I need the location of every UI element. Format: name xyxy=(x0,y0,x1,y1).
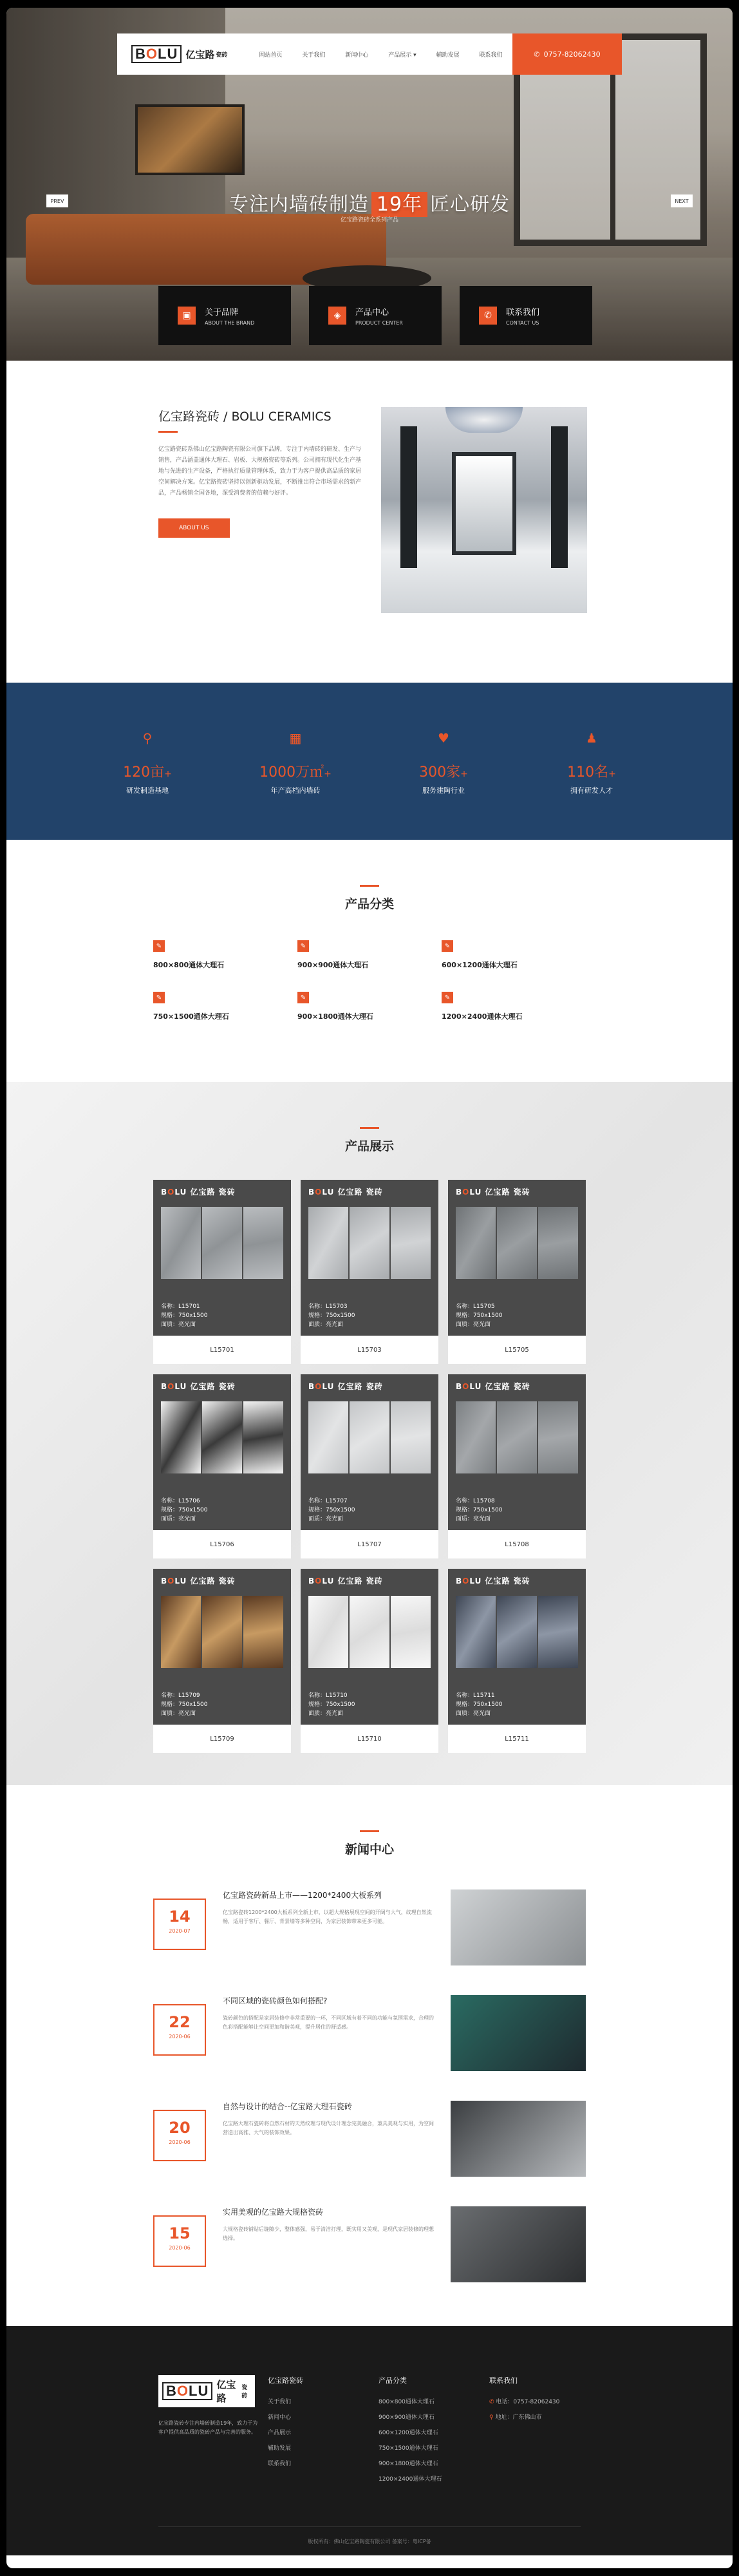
tile-image xyxy=(456,1401,578,1473)
footer-link[interactable]: 800×800通体大理石 xyxy=(379,2399,435,2405)
news-summary: 亿宝路瓷砖1200*2400大板系列全新上市，以超大规格展现空间的开阔与大气，纹理自然流畅，适用于客厅、餐厅、背景墙等多种空间，为家居装饰带来更多可能。 xyxy=(223,1909,432,1924)
location-icon: ⚲ xyxy=(142,730,153,746)
header-phone[interactable]: ✆ 0757-82062430 xyxy=(512,33,622,75)
nav-contact[interactable]: 联系我们 xyxy=(479,52,503,59)
product-spec: 名称：L15710 规格：750x1500 面质：亮光面 xyxy=(308,1692,355,1717)
edit-icon: ✎ xyxy=(153,940,165,952)
tile-image xyxy=(161,1401,283,1473)
card-brand: BOLU 亿宝路 瓷砖 xyxy=(456,1577,530,1586)
card-brand: BOLU 亿宝路 瓷砖 xyxy=(161,1577,236,1586)
news-headline[interactable]: 亿宝路瓷砖新品上市——1200*2400大板系列 xyxy=(223,1891,382,1900)
news-thumbnail[interactable] xyxy=(451,1889,586,1965)
product-icon: ◈ xyxy=(328,307,346,325)
product-spec: 名称：L15705 规格：750x1500 面质：亮光面 xyxy=(456,1303,503,1328)
nav-home[interactable]: 网站首页 xyxy=(259,52,283,59)
product-categories xyxy=(6,840,733,1082)
news-date: 15 2020-06 xyxy=(153,2215,206,2267)
footer-link[interactable]: 750×1500通体大理石 xyxy=(379,2445,438,2452)
card-brand: BOLU 亿宝路 瓷砖 xyxy=(308,1577,383,1586)
card-brand: BOLU 亿宝路 瓷砖 xyxy=(161,1188,236,1197)
product-card[interactable] xyxy=(153,1180,291,1364)
tile-image xyxy=(308,1401,431,1473)
product-card[interactable] xyxy=(301,1569,438,1753)
news-headline[interactable]: 自然与设计的结合--亿宝路大理石瓷砖 xyxy=(223,2102,352,2111)
about-section xyxy=(6,361,733,683)
product-code: L15705 xyxy=(505,1346,529,1354)
tile-image xyxy=(161,1596,283,1668)
product-grid xyxy=(153,1180,586,1753)
about-text: 亿宝路瓷砖系佛山亿宝路陶瓷有限公司旗下品牌，专注于内墙砖的研发、生产与销售，产品涵盖通体大理石、岩板、大规格瓷砖等系列。公司拥有现代化生产基地与先进的生产设备，严格执行质量管理体系，致力于为客户提供高品质的家居空间解决方案。亿宝路瓷砖坚持以创新驱动发展，不断推出符合市场需求的新产品，产品畅销全国各地，深受消费者的信赖与好评。 xyxy=(158,446,362,497)
product-card[interactable] xyxy=(448,1374,586,1558)
logo-mark: BOLU xyxy=(131,45,182,63)
product-spec: 名称：L15706 规格：750x1500 面质：亮光面 xyxy=(161,1498,208,1522)
news-item[interactable] xyxy=(153,1995,586,2101)
card-brand: BOLU 亿宝路 瓷砖 xyxy=(308,1188,383,1197)
nav-news[interactable]: 新闻中心 xyxy=(345,52,369,59)
tile-image xyxy=(456,1207,578,1279)
product-showcase xyxy=(6,1082,733,1785)
category-item[interactable]: ✎ 600×1200通体大理石 xyxy=(442,940,586,970)
card-brand: BOLU 亿宝路 瓷砖 xyxy=(456,1382,530,1391)
products-title: 产品展示 xyxy=(344,1139,394,1153)
product-code: L15703 xyxy=(357,1346,382,1354)
location-icon: ⚲ xyxy=(489,2414,496,2421)
contact-icon: ✆ xyxy=(479,307,497,325)
about-title: 亿宝路瓷砖 / BOLU CERAMICS xyxy=(158,410,332,424)
tile-image xyxy=(456,1596,578,1668)
phone-icon: ✆ xyxy=(534,50,540,59)
product-code: L15708 xyxy=(505,1540,529,1548)
divider xyxy=(360,1127,379,1129)
nav-products[interactable]: 产品展示 ▾ xyxy=(388,52,416,59)
news-item[interactable] xyxy=(153,2206,586,2312)
card-brand: BOLU 亿宝路 瓷砖 xyxy=(161,1382,236,1391)
news-summary: 瓷砖颜色的搭配是家居装修中非常重要的一环，不同区域有着不同的功能与氛围需求，合理的色彩搭配能够让空间更加和谐美观，提升居住的舒适感。 xyxy=(223,2015,434,2030)
product-spec: 名称：L15707 规格：750x1500 面质：亮光面 xyxy=(308,1498,355,1522)
news-list xyxy=(153,1889,586,2312)
site-logo[interactable]: BOLU 亿宝路 瓷砖 xyxy=(117,45,249,63)
footer-link[interactable]: 900×1800通体大理石 xyxy=(379,2461,438,2467)
news-headline[interactable]: 不同区域的瓷砖颜色如何搭配? xyxy=(223,1996,328,2005)
product-card[interactable] xyxy=(301,1374,438,1558)
feature-contact-us[interactable]: ✆ 联系我们 CONTACT US xyxy=(460,286,592,345)
card-brand: BOLU 亿宝路 瓷砖 xyxy=(456,1188,530,1197)
feature-about-brand[interactable]: ▣ 关于品牌 ABOUT THE BRAND xyxy=(158,286,291,345)
slider-prev-button[interactable]: PREV xyxy=(46,194,68,207)
news-title: 新闻中心 xyxy=(344,1842,394,1857)
footer-link[interactable]: 1200×2400通体大理石 xyxy=(379,2476,442,2483)
news-thumbnail[interactable] xyxy=(451,2101,586,2177)
category-item[interactable]: ✎ 800×800通体大理石 xyxy=(153,940,297,970)
divider xyxy=(360,1830,379,1832)
news-date: 20 2020-06 xyxy=(153,2110,206,2161)
divider xyxy=(360,885,379,887)
about-image xyxy=(381,407,587,613)
news-item[interactable] xyxy=(153,2101,586,2206)
phone-icon: ✆ xyxy=(489,2399,496,2405)
footer-link[interactable]: 关于我们 xyxy=(268,2399,292,2405)
hero-banner xyxy=(6,8,733,361)
nav-about[interactable]: 关于我们 xyxy=(302,52,326,59)
product-spec: 名称：L15711 规格：750x1500 面质：亮光面 xyxy=(456,1692,503,1717)
news-date: 22 2020-06 xyxy=(153,2004,206,2056)
footer-link[interactable]: 新闻中心 xyxy=(268,2414,292,2421)
categories-title: 产品分类 xyxy=(344,897,394,911)
footer-link[interactable]: 600×1200通体大理石 xyxy=(379,2430,438,2436)
feature-product-center[interactable]: ◈ 产品中心 PRODUCT CENTER xyxy=(309,286,442,345)
news-date: 14 2020-07 xyxy=(153,1899,206,1950)
footer-link[interactable]: 联系我们 xyxy=(268,2461,292,2467)
edit-icon: ✎ xyxy=(297,940,309,952)
about-us-button[interactable]: ABOUT US xyxy=(158,518,230,538)
footer-link[interactable]: 产品展示 xyxy=(268,2430,292,2436)
card-brand: BOLU 亿宝路 瓷砖 xyxy=(308,1382,383,1391)
footer-categories: 产品分类 800×800通体大理石 900×900通体大理石 600×1200通体大理石 750×1500通体大理石 900×1800通体大理石 1200×2400通体大理石 xyxy=(379,2376,442,2483)
site-header xyxy=(117,33,622,75)
edit-icon: ✎ xyxy=(442,992,453,1003)
footer-logo[interactable]: BOLU 亿宝路 瓷砖 xyxy=(158,2375,255,2407)
hero-title: 专注内墙砖制造 19年 匠心研发 xyxy=(229,193,510,216)
stat-item: ♟ 110名+ 拥有研发人才 xyxy=(518,730,666,840)
footer-contact: 联系我们 ✆ 电话：0757-82062430 ⚲ 地址：广东佛山市 xyxy=(489,2376,560,2421)
news-thumbnail[interactable] xyxy=(451,1995,586,2071)
person-icon: ♟ xyxy=(586,730,597,746)
product-spec: 名称：L15701 规格：750x1500 面质：亮光面 xyxy=(161,1303,208,1328)
copyright: 版权所有：佛山亿宝路陶瓷有限公司 备案号：粤ICP备 xyxy=(308,2539,431,2544)
site-footer xyxy=(6,2326,733,2555)
product-code: L15706 xyxy=(210,1540,234,1548)
brand-icon: ▣ xyxy=(178,307,196,325)
footer-links: 亿宝路瓷砖 关于我们 新闻中心 产品展示 辅助发展 联系我们 xyxy=(268,2376,303,2467)
chandelier xyxy=(445,407,523,433)
product-spec: 名称：L15708 规格：750x1500 面质：亮光面 xyxy=(456,1498,503,1522)
product-card[interactable] xyxy=(153,1569,291,1753)
main-nav xyxy=(249,50,512,59)
nav-development[interactable]: 辅助发展 xyxy=(436,52,460,59)
product-spec: 名称：L15709 规格：750x1500 面质：亮光面 xyxy=(161,1692,208,1717)
news-center xyxy=(6,1785,733,2326)
slider-next-button[interactable]: NEXT xyxy=(671,194,693,207)
news-headline[interactable]: 实用美观的亿宝路大规格瓷砖 xyxy=(223,2208,324,2217)
product-spec: 名称：L15703 规格：750x1500 面质：亮光面 xyxy=(308,1303,355,1328)
product-code: L15709 xyxy=(210,1735,234,1743)
grid-icon: ▦ xyxy=(289,730,302,746)
edit-icon: ✎ xyxy=(442,940,453,952)
category-item[interactable]: ✎ 1200×2400通体大理石 xyxy=(442,992,586,1021)
stat-item: ⚲ 120亩+ 研发制造基地 xyxy=(73,730,221,840)
news-summary: 亿宝路大理石瓷砖将自然石材的天然纹理与现代设计理念完美融合，兼具美观与实用，为空间营造出高雅、大气的装饰效果。 xyxy=(223,2121,434,2136)
product-card[interactable] xyxy=(448,1180,586,1364)
product-card[interactable] xyxy=(448,1569,586,1753)
product-card[interactable] xyxy=(301,1180,438,1364)
tile-image xyxy=(308,1596,431,1668)
product-code: L15711 xyxy=(505,1735,529,1743)
heart-icon: ♥ xyxy=(438,730,449,746)
hero-feature-boxes xyxy=(158,286,592,345)
divider xyxy=(158,431,178,433)
product-code: L15707 xyxy=(357,1540,382,1548)
category-item[interactable]: ✎ 900×1800通体大理石 xyxy=(297,992,442,1021)
footer-description: 亿宝路瓷砖专注内墙砖制造19年，致力于为客户提供高品质的瓷砖产品与完善的服务。 xyxy=(158,2420,258,2435)
edit-icon: ✎ xyxy=(153,992,165,1003)
news-thumbnail[interactable] xyxy=(451,2206,586,2282)
footer-link[interactable]: 900×900通体大理石 xyxy=(379,2414,435,2421)
product-code: L15710 xyxy=(357,1735,382,1743)
news-item[interactable] xyxy=(153,1889,586,1995)
news-summary: 大规格瓷砖铺贴后缝隙少，整体感强，易于清洁打理，既实用又美观，是现代家居装修的理想选择。 xyxy=(223,2226,434,2241)
stat-item: ▦ 1000万㎡+ 年产高档内墙砖 xyxy=(221,730,370,840)
page xyxy=(6,8,733,2568)
footer-link[interactable]: 辅助发展 xyxy=(268,2445,292,2452)
stats-section xyxy=(6,683,733,840)
category-item[interactable]: ✎ 900×900通体大理石 xyxy=(297,940,442,970)
stat-item: ♥ 300家+ 服务建陶行业 xyxy=(370,730,518,840)
category-item[interactable]: ✎ 750×1500通体大理石 xyxy=(153,992,297,1021)
product-code: L15701 xyxy=(210,1346,234,1354)
hero-subtitle: 亿宝路瓷砖全系列产品 xyxy=(340,217,398,223)
product-card[interactable] xyxy=(153,1374,291,1558)
tile-image xyxy=(161,1207,283,1279)
tile-image xyxy=(308,1207,431,1279)
edit-icon: ✎ xyxy=(297,992,309,1003)
